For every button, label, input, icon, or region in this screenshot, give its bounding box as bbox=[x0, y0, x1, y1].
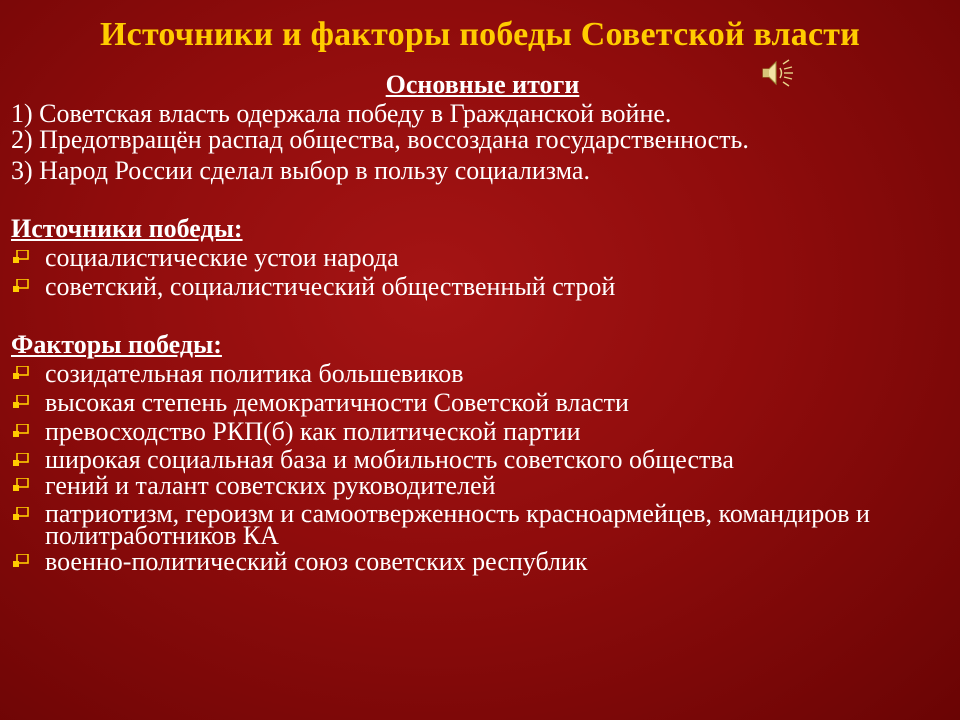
list-item bbox=[11, 359, 946, 388]
page-bullet-icon bbox=[13, 507, 31, 523]
page-bullet-icon bbox=[13, 279, 31, 295]
main-heading: Основные итоги bbox=[385, 70, 580, 99]
factor-text: военно-политический союз советских республик bbox=[45, 547, 588, 576]
list-item bbox=[11, 499, 946, 550]
page-bullet-icon bbox=[13, 395, 31, 411]
list-item bbox=[11, 388, 946, 417]
factor-text: созидательная политика большевиков bbox=[45, 359, 464, 388]
sources-heading: Источники победы: bbox=[11, 214, 243, 243]
result-item: 2) Предотвращён распад общества, воссоздана государственность. bbox=[11, 125, 749, 154]
list-item bbox=[11, 417, 946, 446]
result-item: 1) Советская власть одержала победу в Гражданской войне. bbox=[11, 99, 672, 128]
slide-title: Источники и факторы победы Советской власти bbox=[100, 16, 860, 53]
factor-text: гений и талант советских руководителей bbox=[45, 471, 496, 500]
factor-text: высокая степень демократичности Советской власти bbox=[45, 388, 629, 417]
factor-text: патриотизм, героизм и самоотверженность красноармейцев, командиров и политработников КА bbox=[45, 499, 870, 550]
list-item bbox=[11, 547, 946, 576]
page-bullet-icon bbox=[13, 366, 31, 382]
page-bullet-icon bbox=[13, 478, 31, 494]
result-item: 3) Народ России сделал выбор в пользу социализма. bbox=[11, 156, 590, 185]
source-text: советский, социалистический общественный строй bbox=[45, 272, 616, 301]
list-item bbox=[11, 471, 946, 500]
page-bullet-icon bbox=[13, 250, 31, 266]
factor-text: широкая социальная база и мобильность советского общества bbox=[45, 445, 734, 474]
list-item bbox=[11, 272, 946, 301]
factors-heading: Факторы победы: bbox=[11, 330, 222, 359]
page-bullet-icon bbox=[13, 453, 31, 469]
list-item bbox=[11, 445, 946, 474]
slide-body bbox=[11, 70, 946, 576]
list-item bbox=[11, 243, 946, 272]
factor-text: превосходство РКП(б) как политической партии bbox=[45, 417, 581, 446]
page-bullet-icon bbox=[13, 424, 31, 440]
source-text: социалистические устои народа bbox=[45, 243, 399, 272]
page-bullet-icon bbox=[13, 554, 31, 570]
